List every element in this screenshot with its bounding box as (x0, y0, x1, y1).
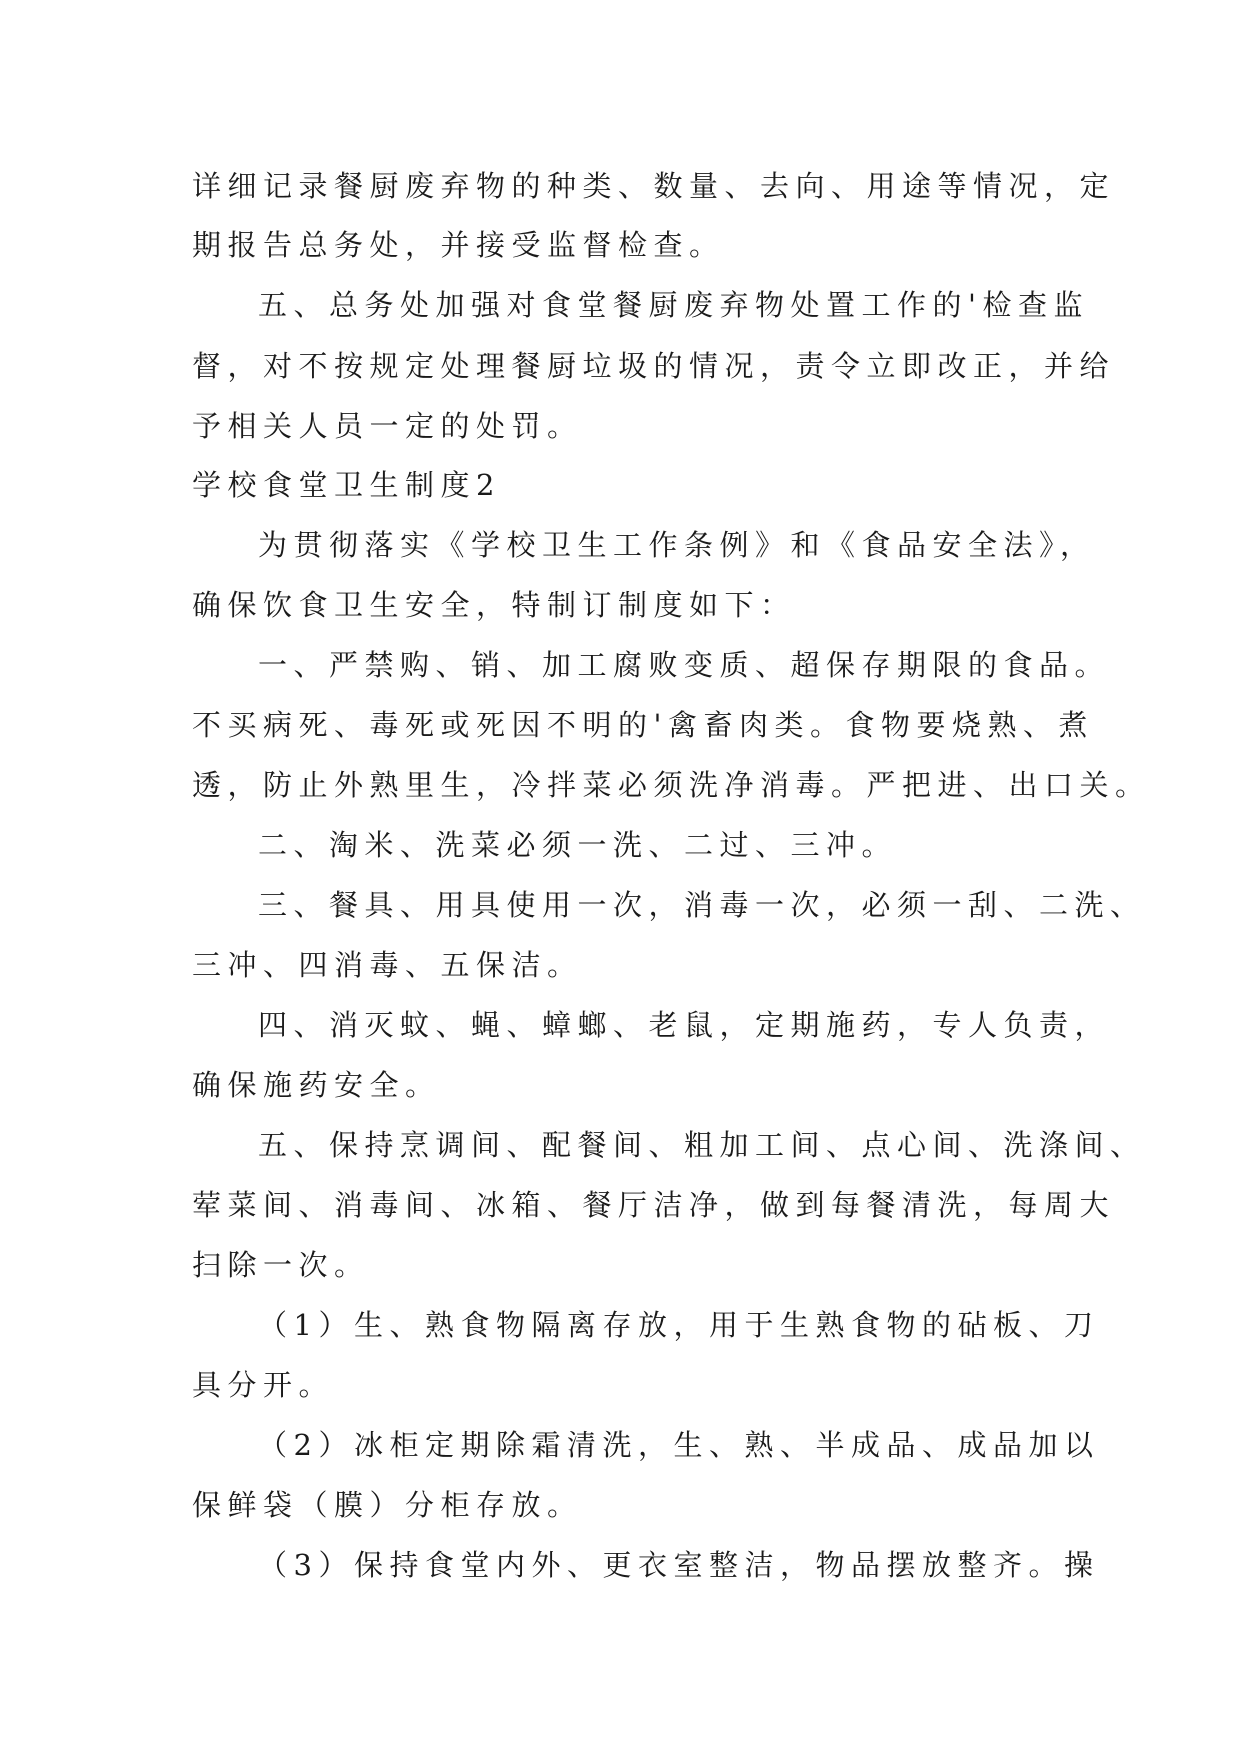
text-line: 一、严禁购、销、加工腐败变质、超保存期限的食品。 (258, 648, 1111, 682)
text-line: 五、保持烹调间、配餐间、粗加工间、点心间、洗涤间、 (258, 1128, 1146, 1162)
text-line: 确保施药安全。 (192, 1068, 441, 1102)
text-line: 期报告总务处，并接受监督检查。 (192, 228, 725, 262)
text-line: 扫除一次。 (192, 1248, 370, 1282)
text-line: 五、总务处加强对食堂餐厨废弃物处置工作的'检查监 (258, 288, 1089, 322)
text-line: 四、消灭蚊、蝇、蟑螂、老鼠，定期施药，专人负责， (258, 1008, 1111, 1042)
text-line: 详细记录餐厨废弃物的种类、数量、去向、用途等情况，定 (192, 169, 1116, 203)
text-line: 确保饮食卫生安全，特制订制度如下： (192, 588, 796, 622)
text-line: 予相关人员一定的处罚。 (192, 409, 583, 443)
text-line: 三、餐具、用具使用一次，消毒一次，必须一刮、二洗、 (258, 888, 1146, 922)
text-line: 二、淘米、洗菜必须一洗、二过、三冲。 (258, 828, 898, 862)
section-heading: 学校食堂卫生制度2 (192, 468, 501, 502)
text-line: 保鲜袋（膜）分柜存放。 (192, 1488, 583, 1522)
text-line: （1）生、熟食物隔离存放，用于生熟食物的砧板、刀 (258, 1308, 1100, 1342)
text-line: 荤菜间、消毒间、冰箱、餐厅洁净，做到每餐清洗，每周大 (192, 1188, 1116, 1222)
text-line: 三冲、四消毒、五保洁。 (192, 948, 583, 982)
text-line: 为贯彻落实《学校卫生工作条例》和《食品安全法》， (258, 528, 1096, 562)
text-line: 具分开。 (192, 1368, 335, 1402)
text-line: 透，防止外熟里生，冷拌菜必须洗净消毒。严把进、出口关。 (192, 768, 1151, 802)
text-line: （3）保持食堂内外、更衣室整洁，物品摆放整齐。操 (258, 1548, 1100, 1582)
text-line: 督，对不按规定处理餐厨垃圾的情况，责令立即改正，并给 (192, 349, 1116, 383)
text-line: 不买病死、毒死或死因不明的'禽畜肉类。食物要烧熟、煮 (192, 708, 1094, 742)
text-line: （2）冰柜定期除霜清洗，生、熟、半成品、成品加以 (258, 1428, 1100, 1462)
